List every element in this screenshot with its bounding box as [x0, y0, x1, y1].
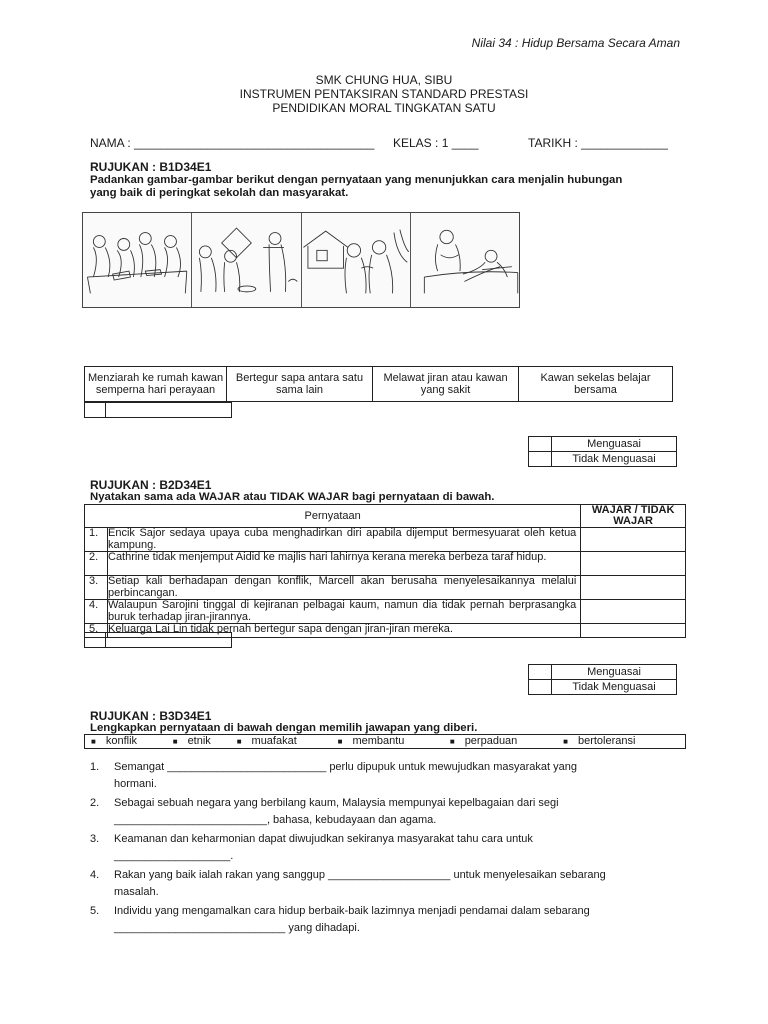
statement-table: [84, 504, 686, 638]
word-option: perpaduan: [464, 735, 518, 747]
school-name: SMK CHUNG HUA, SIBU: [315, 73, 453, 87]
bullet-icon: ■: [449, 737, 455, 746]
statement-text: Keluarga Lai Lin tidak pernah bertegur sapa dengan jiran-jiran mereka.: [108, 624, 581, 638]
section2-mastery-box: [528, 664, 677, 695]
statement-number: 1.: [85, 528, 108, 552]
section2-instruction: Nyatakan sama ada WAJAR atau TIDAK WAJAR bagi pernyataan di bawah.: [90, 491, 495, 503]
fill-item-number: 4.: [90, 869, 100, 881]
fill-item-number: 3.: [90, 833, 100, 845]
mastery-checkbox[interactable]: [529, 680, 552, 695]
options-table: [84, 366, 673, 402]
bullet-icon: ■: [91, 737, 96, 746]
students-studying-drawing: [83, 213, 191, 307]
section1-instruction-line1: Padankan gambar-gambar berikut dengan pernyataan yang menunjukkan cara menjalin hubungan: [90, 174, 623, 186]
section1-mastery-box: [528, 436, 677, 467]
mastery-checkbox[interactable]: [529, 665, 552, 680]
statement-number: 5.: [85, 624, 108, 638]
fill-item-number: 5.: [90, 905, 100, 917]
mastery-label-master: Menguasai: [552, 437, 677, 452]
mastery-label-not-master: Tidak Menguasai: [552, 452, 677, 467]
score-cell[interactable]: [106, 403, 232, 418]
statement-row: [85, 600, 686, 624]
statement-col-header: Pernyataan: [85, 505, 581, 528]
statement-row: [85, 552, 686, 576]
answer-cell[interactable]: [581, 600, 686, 624]
statement-number: 4.: [85, 600, 108, 624]
section2-score-box: [84, 632, 232, 648]
fill-item-line2[interactable]: hormani.: [114, 778, 157, 790]
fill-item-line2[interactable]: _________________________, bahasa, kebudayaan dan agama.: [114, 814, 437, 826]
greeting-neighbours-drawing: [302, 213, 410, 307]
statement-text: Walaupun Sarojini tinggal di kejiranan pelbagai kaum, namun dia tidak pernah berprasangka buruk terhadap jiran-jirannya.: [108, 600, 581, 624]
fill-item-line1[interactable]: Individu yang mengamalkan cara hidup berbaik-baik lazimnya menjadi pendamai dalam sebarang: [114, 905, 590, 917]
bullet-icon: ■: [172, 737, 178, 746]
statement-text: Cathrine tidak menjemput Aidid ke majlis hari lahirnya kerana mereka berbeza taraf hidup.: [108, 552, 581, 576]
answer-cell[interactable]: [581, 528, 686, 552]
fill-item-line2[interactable]: ____________________________ yang dihadapi.: [114, 922, 360, 934]
statement-row: [85, 528, 686, 552]
fill-item: [90, 759, 690, 795]
option-3: Melawat jiran atau kawan yang sakit: [373, 367, 519, 402]
word-bank: [84, 734, 686, 749]
mastery-label-not-master: Tidak Menguasai: [552, 680, 677, 695]
visiting-sick-drawing: [411, 213, 519, 307]
section1-ref: RUJUKAN : B1D34E1: [90, 160, 212, 174]
section1-instruction: [90, 174, 690, 200]
statement-row: [85, 576, 686, 600]
word-option: muafakat: [251, 735, 297, 747]
answer-cell[interactable]: [581, 576, 686, 600]
section2-ref: RUJUKAN : B2D34E1: [90, 478, 212, 492]
statement-number: 3.: [85, 576, 108, 600]
fill-item-line2[interactable]: ___________________.: [114, 850, 234, 862]
option-1: Menziarah ke rumah kawan semperna hari perayaan: [85, 367, 227, 402]
festival-visit-picture: [192, 213, 301, 307]
mastery-label-master: Menguasai: [552, 665, 677, 680]
fill-item-line1[interactable]: Sebagai sebuah negara yang berbilang kaum, Malaysia mempunyai kepelbagaian dari segi: [114, 797, 559, 809]
date-field[interactable]: TARIKH : _____________: [528, 136, 668, 150]
greeting-neighbours-picture: [302, 213, 411, 307]
option-2: Bertegur sapa antara satu sama lain: [227, 367, 373, 402]
section3-instruction: Lengkapkan pernyataan di bawah dengan memilih jawapan yang diberi.: [90, 722, 478, 734]
fill-item: [90, 903, 690, 939]
section1-score-box: [84, 402, 232, 418]
bullet-icon: ■: [236, 737, 242, 746]
bullet-icon: ■: [337, 737, 343, 746]
fill-item-number: 2.: [90, 797, 100, 809]
answer-cell[interactable]: [581, 624, 686, 638]
fill-item-number: 1.: [90, 761, 100, 773]
fill-item: [90, 831, 690, 867]
option-4: Kawan sekelas belajar bersama: [519, 367, 673, 402]
name-field[interactable]: NAMA : ____________________________________: [90, 136, 375, 150]
word-option: etnik: [187, 735, 211, 747]
class-field[interactable]: KELAS : 1 ____: [393, 136, 479, 150]
fill-item-line1[interactable]: Semangat __________________________ perlu dipupuk untuk mewujudkan masyarakat yang: [114, 761, 577, 773]
word-option: konflik: [105, 735, 138, 747]
fill-item-line2[interactable]: masalah.: [114, 886, 159, 898]
mastery-checkbox[interactable]: [529, 437, 552, 452]
students-studying-picture: [83, 213, 192, 307]
subject-title: PENDIDIKAN MORAL TINGKATAN SATU: [272, 101, 496, 115]
word-option: membantu: [352, 735, 405, 747]
answer-col-header: WAJAR / TIDAK WAJAR: [581, 505, 686, 528]
answer-cell[interactable]: [581, 552, 686, 576]
bullet-icon: ■: [563, 737, 568, 746]
festival-visit-drawing: [192, 213, 300, 307]
statement-text: Encik Sajor sedaya upaya cuba menghadirkan diri apabila dijemput bermesyuarat oleh ketua kampung.: [108, 528, 581, 552]
worksheet-topic: Nilai 34 : Hidup Bersama Secara Aman: [471, 36, 680, 50]
score-cell[interactable]: [85, 403, 106, 418]
instrument-title: INSTRUMEN PENTAKSIRAN STANDARD PRESTASI: [239, 87, 529, 101]
mastery-checkbox[interactable]: [529, 452, 552, 467]
fill-item-line1[interactable]: Rakan yang baik ialah rakan yang sanggup ____________________ untuk menyelesaikan sebarang: [114, 869, 606, 881]
fill-item: [90, 867, 690, 903]
fill-item-line1[interactable]: Keamanan dan keharmonian dapat diwujudkan sekiranya masyarakat tahu cara untuk: [114, 833, 533, 845]
score-cell[interactable]: [106, 633, 232, 648]
section1-instruction-line2: yang baik di peringkat sekolah dan masyarakat.: [90, 187, 349, 199]
score-cell[interactable]: [85, 633, 106, 648]
section3-ref: RUJUKAN : B3D34E1: [90, 709, 212, 723]
fill-item: [90, 795, 690, 831]
statement-text: Setiap kali berhadapan dengan konflik, Marcell akan berusaha menyelesaikannya melalui perbincangan.: [108, 576, 581, 600]
statement-number: 2.: [85, 552, 108, 576]
visiting-sick-picture: [411, 213, 519, 307]
picture-strip: [82, 212, 520, 308]
word-option: bertoleransi: [577, 735, 636, 747]
